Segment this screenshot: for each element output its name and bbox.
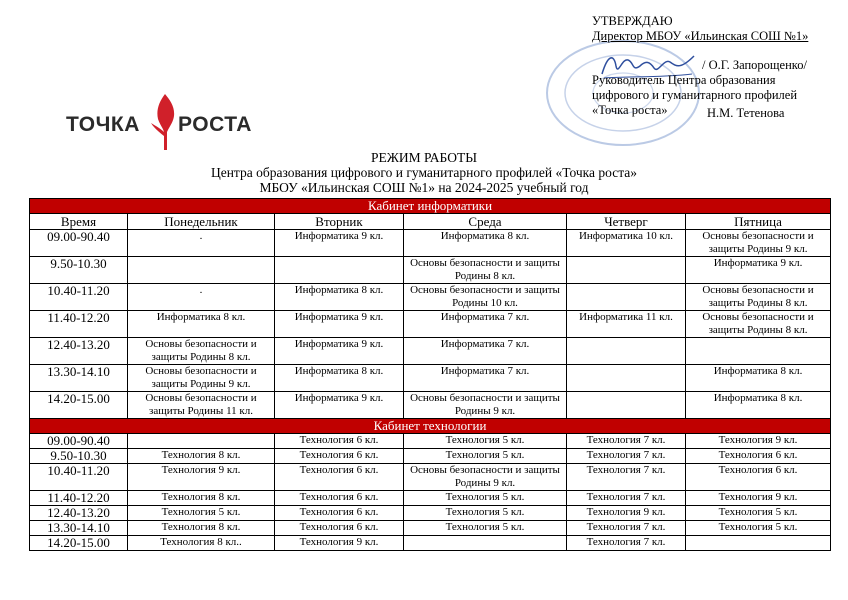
time-cell: 14.20-15.00	[30, 392, 128, 419]
table-row	[30, 284, 831, 311]
approval-line-4: Руководитель Центра образования	[592, 73, 776, 87]
approval-line-2: Директор МБОУ «Ильинская СОШ №1»	[592, 29, 809, 43]
lesson-cell	[128, 434, 275, 449]
lesson-cell	[275, 257, 404, 284]
lesson-cell	[567, 392, 686, 419]
lesson-cell: Информатика 9 кл.	[275, 338, 404, 365]
table-row	[30, 392, 831, 419]
lesson-cell: Технология 5 кл.	[404, 449, 567, 464]
approval-line-5: цифрового и гуманитарного профилей	[592, 88, 798, 102]
table-row	[30, 536, 831, 551]
lesson-cell: Основы безопасности и защиты Родины 8 кл.	[686, 311, 831, 338]
lesson-cell: Информатика 8 кл.	[686, 365, 831, 392]
time-cell: 10.40-11.20	[30, 464, 128, 491]
lesson-cell: Технология 7 кл.	[567, 491, 686, 506]
lesson-cell: Основы безопасности и защиты Родины 9 кл.	[404, 392, 567, 419]
lesson-cell: Технология 6 кл.	[686, 449, 831, 464]
tochka-rosta-logo	[66, 92, 261, 152]
lesson-cell: Информатика 10 кл.	[567, 230, 686, 257]
lesson-cell: Технология 5 кл.	[404, 491, 567, 506]
lesson-cell: Технология 5 кл.	[404, 434, 567, 449]
lesson-cell: Информатика 8 кл.	[128, 311, 275, 338]
lesson-cell: Информатика 7 кл.	[404, 365, 567, 392]
time-cell: 9.50-10.30	[30, 449, 128, 464]
lesson-cell: Технология 9 кл.	[686, 434, 831, 449]
approval-line-1: УТВЕРЖДАЮ	[592, 14, 673, 28]
lesson-cell: Технология 6 кл.	[686, 464, 831, 491]
column-header: Пятница	[686, 214, 831, 230]
lesson-cell	[404, 536, 567, 551]
table-row	[30, 449, 831, 464]
lesson-cell: Технология 7 кл.	[567, 449, 686, 464]
lesson-cell	[567, 365, 686, 392]
column-header: Понедельник	[128, 214, 275, 230]
lesson-cell: Основы безопасности и защиты Родины 8 кл.	[686, 284, 831, 311]
schedule-body	[30, 199, 831, 551]
lesson-cell: Основы безопасности и защиты Родины 8 кл.	[404, 257, 567, 284]
lesson-cell: Технология 7 кл.	[567, 521, 686, 536]
lesson-cell: Основы безопасности и защиты Родины 11 кл.	[128, 392, 275, 419]
column-header: Четверг	[567, 214, 686, 230]
lesson-cell	[686, 338, 831, 365]
lesson-cell: Информатика 8 кл.	[686, 392, 831, 419]
lesson-cell: Основы безопасности и защиты Родины 10 кл.	[404, 284, 567, 311]
time-cell: 12.40-13.20	[30, 506, 128, 521]
lesson-cell: Информатика 9 кл.	[275, 230, 404, 257]
time-cell: 13.30-14.10	[30, 521, 128, 536]
lesson-cell: Технология 6 кл.	[275, 434, 404, 449]
lesson-cell: Основы безопасности и защиты Родины 9 кл.	[686, 230, 831, 257]
lesson-cell: Технология 6 кл.	[275, 449, 404, 464]
time-cell: 09.00-90.40	[30, 230, 128, 257]
section-header-row	[30, 419, 831, 434]
lesson-cell: Технология 5 кл.	[686, 506, 831, 521]
lesson-cell: Основы безопасности и защиты Родины 8 кл.	[128, 338, 275, 365]
section-header-row	[30, 199, 831, 214]
lesson-cell: Основы безопасности и защиты Родины 9 кл.	[404, 464, 567, 491]
lesson-cell: Технология 8 кл.	[128, 491, 275, 506]
table-row	[30, 230, 831, 257]
lesson-cell: Информатика 7 кл.	[404, 311, 567, 338]
lesson-cell: Технология 8 кл.	[128, 449, 275, 464]
section-title: Кабинет технологии	[30, 419, 831, 434]
column-header: Вторник	[275, 214, 404, 230]
lesson-cell: Технология 9 кл.	[275, 536, 404, 551]
schedule-table	[29, 198, 831, 551]
lesson-cell	[128, 257, 275, 284]
logo-mark-icon	[150, 92, 180, 150]
table-row	[30, 491, 831, 506]
page-subtitle-1: Центра образования цифрового и гуманитарного профилей «Точка роста»	[210, 165, 638, 180]
lesson-cell: Технология 7 кл.	[567, 536, 686, 551]
lesson-cell: Технология 7 кл.	[567, 464, 686, 491]
lesson-cell	[567, 338, 686, 365]
table-row	[30, 434, 831, 449]
page-title: РЕЖИМ РАБОТЫ	[371, 150, 477, 165]
logo-right-text: РОСТА	[178, 113, 252, 136]
column-header-row	[30, 214, 831, 230]
lesson-cell: Основы безопасности и защиты Родины 9 кл.	[128, 365, 275, 392]
lesson-cell: Технология 8 кл.	[128, 521, 275, 536]
lesson-cell: Информатика 9 кл.	[275, 392, 404, 419]
column-header: Среда	[404, 214, 567, 230]
approval-line-6: «Точка роста»	[592, 103, 668, 117]
lesson-cell: Информатика 7 кл.	[404, 338, 567, 365]
lesson-cell: Технология 9 кл.	[567, 506, 686, 521]
table-row	[30, 464, 831, 491]
lesson-cell: Технология 6 кл.	[275, 464, 404, 491]
time-cell: 11.40-12.20	[30, 311, 128, 338]
approval-block	[592, 14, 842, 121]
lesson-cell: .	[128, 284, 275, 311]
approval-line-3: / О.Г. Запорощенко/	[702, 58, 807, 72]
time-cell: 9.50-10.30	[30, 257, 128, 284]
lesson-cell: Технология 9 кл.	[128, 464, 275, 491]
table-row	[30, 311, 831, 338]
column-header: Время	[30, 214, 128, 230]
lesson-cell: .	[128, 230, 275, 257]
lesson-cell	[567, 257, 686, 284]
lesson-cell: Информатика 8 кл.	[275, 284, 404, 311]
approval-line-7: Н.М. Тетенова	[707, 106, 785, 120]
lesson-cell: Технология 8 кл..	[128, 536, 275, 551]
lesson-cell: Технология 6 кл.	[275, 491, 404, 506]
time-cell: 10.40-11.20	[30, 284, 128, 311]
table-row	[30, 521, 831, 536]
time-cell: 11.40-12.20	[30, 491, 128, 506]
table-row	[30, 506, 831, 521]
lesson-cell: Технология 5 кл.	[404, 506, 567, 521]
lesson-cell: Информатика 8 кл.	[404, 230, 567, 257]
lesson-cell: Технология 5 кл.	[128, 506, 275, 521]
table-row	[30, 257, 831, 284]
lesson-cell: Технология 5 кл.	[686, 521, 831, 536]
time-cell: 09.00-90.40	[30, 434, 128, 449]
lesson-cell: Информатика 8 кл.	[275, 365, 404, 392]
lesson-cell: Информатика 11 кл.	[567, 311, 686, 338]
section-title: Кабинет информатики	[30, 199, 831, 214]
lesson-cell	[567, 284, 686, 311]
lesson-cell: Технология 5 кл.	[404, 521, 567, 536]
lesson-cell: Технология 9 кл.	[686, 491, 831, 506]
lesson-cell: Технология 6 кл.	[275, 506, 404, 521]
time-cell: 13.30-14.10	[30, 365, 128, 392]
lesson-cell: Информатика 9 кл.	[686, 257, 831, 284]
lesson-cell: Информатика 9 кл.	[275, 311, 404, 338]
lesson-cell: Технология 7 кл.	[567, 434, 686, 449]
page-title-block	[0, 150, 848, 195]
page-subtitle-2: МБОУ «Ильинская СОШ №1» на 2024-2025 учебный год	[259, 180, 589, 195]
lesson-cell: Технология 6 кл.	[275, 521, 404, 536]
time-cell: 12.40-13.20	[30, 338, 128, 365]
time-cell: 14.20-15.00	[30, 536, 128, 551]
lesson-cell	[686, 536, 831, 551]
table-row	[30, 365, 831, 392]
logo-left-text: ТОЧКА	[66, 113, 140, 136]
table-row	[30, 338, 831, 365]
